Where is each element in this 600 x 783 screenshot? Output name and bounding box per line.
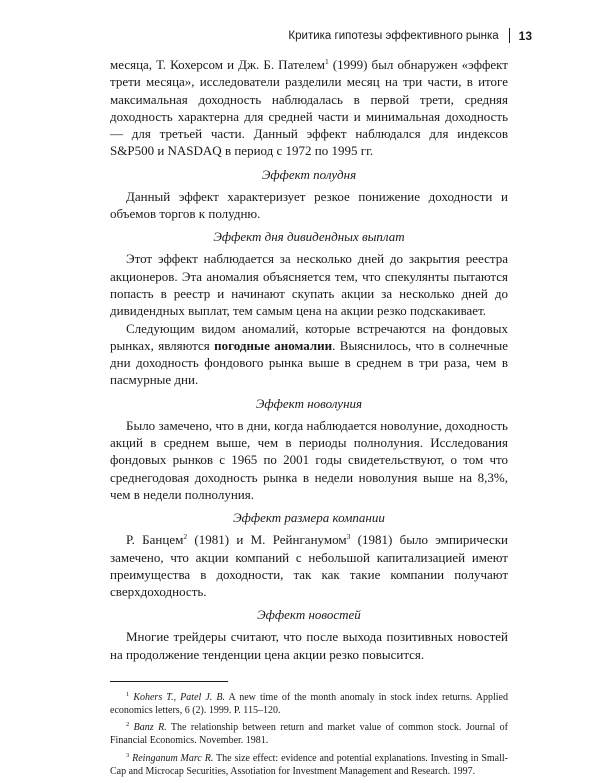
heading-new-moon-effect: Эффект новолуния	[255, 395, 363, 411]
heading-dividend-effect: Эффект дня дивидендных выплат	[213, 229, 405, 245]
intro-text-end: (1999) был обнаружен «эффект трети месяца», исследователи разделили месяц на три части, в итоге максимальная доходность наблюдалась в первой трети, средняя доходность характерна для средней части и минимальная доходность — для третьей части. Данный эффект наблюдался для индексов S&P500 и NASDAQ в период с 1972 по 1995 гг.	[110, 57, 508, 159]
new-moon-paragraph: Было замечено, что в дни, когда наблюдается новолуние, доходность акций в среднем выше, чем в периоды полнолуния. Исследования фондовых рынков с 1965 по 2001 годы свидетельствуют, о том что среднегодовая доходность рынка в недели новолуния выше на 8,3%, чем в недели полнолуния.	[110, 417, 508, 502]
size-text-1: Р. Банцем	[126, 532, 184, 548]
weather-text-start: Следующим видом аномалий, которые встречаются на фондовых рынках, являются	[110, 320, 508, 353]
footnote-ref-1[interactable]: 1	[324, 57, 329, 66]
footnote-1-marker: 1	[126, 691, 130, 699]
footnote-ref-2[interactable]: 2	[183, 532, 188, 542]
header-divider	[509, 28, 510, 43]
weather-anomalies-paragraph	[110, 320, 508, 389]
weather-text-end: . Выяснилось, что в солнечные дни доходность фондового рынка выше в среднем в три раза, чем в пасмурные дни.	[110, 337, 508, 388]
company-size-paragraph	[110, 531, 508, 600]
size-text-2: (1981) и М. Рейнганумом	[187, 532, 347, 548]
footnote-3-author: Reinganum Marc R.	[132, 752, 214, 764]
page-number: 13	[518, 28, 532, 43]
running-header	[288, 28, 532, 43]
dividend-effect-paragraph: Этот эффект наблюдается за несколько дней до закрытия реестра акционеров. Эта аномалия объясняется тем, что спекулянты пытаются попасть в реестр и начинают скупать акции за несколько дней до дивидендных выплат, тем самым цена на акции резко подскакивает.	[110, 251, 508, 319]
footnote-1-text: A new time of the month anomaly in stock index returns. Applied economics letters, 6 (2). 1999. P. 115–120.	[110, 692, 508, 716]
footnote-1-author: Kohers T., Patel J. B.	[133, 692, 225, 704]
intro-paragraph	[110, 56, 508, 160]
main-text	[110, 56, 508, 783]
heading-company-size-effect: Эффект размера компании	[233, 510, 385, 526]
footnote-3	[110, 753, 508, 778]
footnote-2-text: The relationship between return and market value of common stock. Journal of Financial Economics. November. 1981.	[110, 722, 509, 747]
footnote-2	[110, 722, 508, 747]
footnote-ref-3[interactable]: 3	[346, 532, 351, 542]
footnote-divider	[110, 681, 228, 682]
footnote-2-author: Banz R.	[133, 722, 167, 734]
noon-effect-paragraph: Данный эффект характеризует резкое понижение доходности и объемов торгов к полудню.	[110, 188, 508, 222]
news-effect-paragraph: Многие трейдеры считают, что после выхода позитивных новостей на продолжение тенденции цена акции резко повысится.	[110, 629, 508, 662]
heading-news-effect: Эффект новостей	[257, 607, 361, 623]
footnote-3-text: The size effect: evidence and potential explanations. Investing in Small-Cap and Microcap Securities, Assotiation for Investment Management and Research. 1997.	[110, 752, 508, 777]
footnote-2-marker: 2	[126, 721, 130, 729]
footnote-1	[110, 692, 508, 717]
footnote-3-marker: 3	[126, 751, 130, 759]
running-title: Критика гипотезы эффективного рынка	[288, 29, 499, 42]
intro-text-start: месяца, Т. Кохерсом и Дж. Б. Пателем	[110, 57, 325, 72]
size-text-3: (1981) было эмпирически замечено, что акции компаний с небольшой капитализацией имеют преимущества в доходности, так как такие компании получают сверхдоходность.	[110, 532, 508, 600]
heading-noon-effect: Эффект полудня	[261, 166, 357, 182]
weather-anomalies-term: погодные аномалии	[214, 337, 333, 353]
